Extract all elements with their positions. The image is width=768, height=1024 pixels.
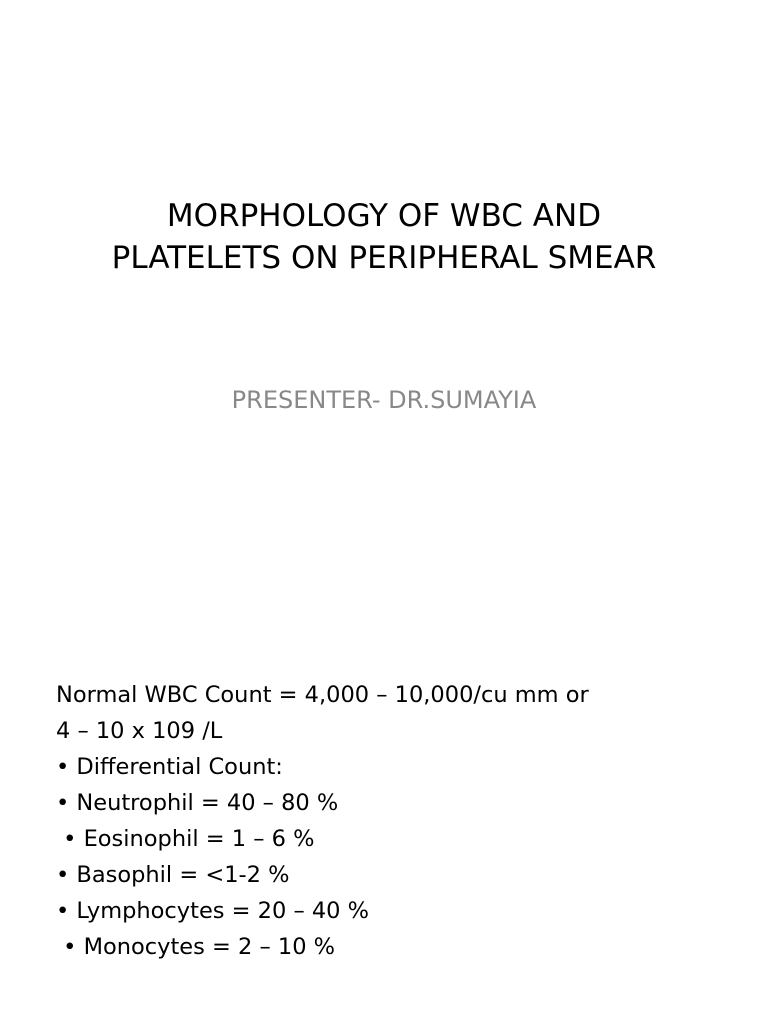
differential-count-heading: • Differential Count: — [56, 754, 283, 780]
normal-wbc-count-line: Normal WBC Count = 4,000 – 10,000/cu mm or — [56, 682, 589, 708]
monocytes-line: • Monocytes = 2 – 10 % — [56, 934, 336, 960]
lymphocytes-line: • Lymphocytes = 20 – 40 % — [56, 898, 370, 924]
presenter-subtitle: PRESENTER- DR.SUMAYIA — [231, 386, 537, 414]
slide-title-line-1: MORPHOLOGY OF WBC AND — [166, 198, 602, 234]
basophil-line: • Basophil = <1-2 % — [56, 862, 290, 888]
wbc-count-list — [56, 677, 746, 965]
slide-title-line-2: PLATELETS ON PERIPHERAL SMEAR — [111, 240, 657, 276]
neutrophil-line: • Neutrophil = 40 – 80 % — [56, 790, 339, 816]
normal-wbc-count-si-line: 4 – 10 x 109 /L — [56, 718, 223, 744]
content-slide — [0, 512, 768, 1024]
eosinophil-line: • Eosinophil = 1 – 6 % — [56, 826, 315, 852]
slide-title — [40, 195, 728, 279]
